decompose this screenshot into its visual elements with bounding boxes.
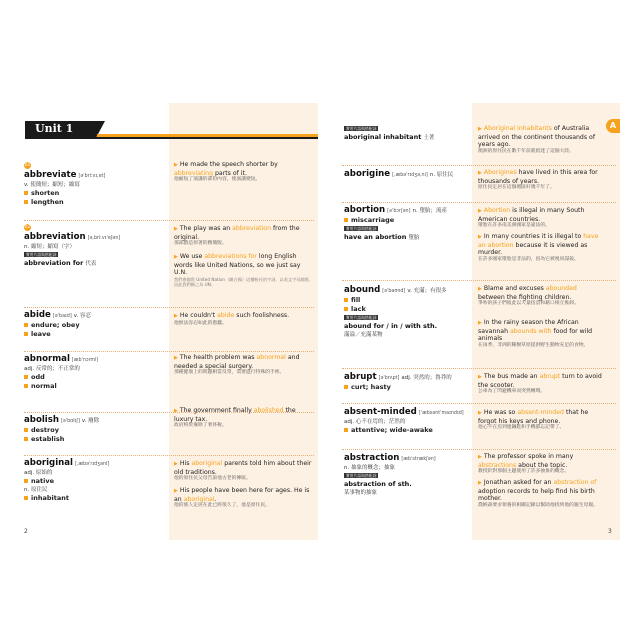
pronunciation: [ˈæbsəntˈmaɪndɪd] [418,411,464,416]
entry-abide [24,311,164,339]
synonym-bullet-icon [24,375,28,379]
synonym-bullet-icon [344,428,348,432]
phrase: have an abortion [344,233,407,241]
phrase: abstraction of sth. [344,480,412,488]
synonym-bullet-icon [24,496,28,500]
synonym: odd [31,373,45,381]
pronunciation: [æbˈstrækʃən] [401,457,436,462]
synonym: shorten [31,188,60,197]
phrase-tag: 實用片語與搭配詞 [346,126,377,131]
arrow-icon: ▶ [174,226,178,232]
entry-aboriginal-inhabitant [344,125,469,142]
arrow-icon: ▶ [478,480,482,486]
pronunciation: [ə,briːvɪˈeʃən] [87,235,121,241]
headword: absent-minded [344,407,417,417]
arrow-icon: ▶ [174,254,178,260]
entry-abstraction [344,454,469,497]
example-sentence: ▶ Abortion is illegal in many South American countries. 墮胎在許多南美洲國家是違法的。 [478,207,585,229]
arrow-icon: ▶ [174,313,178,319]
pronunciation: [əˈbɑlɪʃ] [60,419,80,424]
headword: abstraction [344,453,400,463]
example-sentence: ▶ In many countries it is illegal to have an abortion because it is viewed as murder. 在許多國家墮胎是非法的，因為它被視同謀殺。 [478,233,599,262]
antonym: establish [31,435,65,443]
headword: abrupt [344,372,377,382]
section-tab: A [606,119,620,133]
synonym-bullet-icon [344,298,348,302]
entry-aborigine [344,170,469,180]
definition: n. 原住民 [24,487,48,493]
antonym: lengthen [31,197,64,206]
phrase-translation: 墮胎 [408,235,420,241]
synonym: native [31,477,54,485]
example-sentence: ▶ His aboriginal parents told him about their old traditions. 他的原住民父母告訴他古老的傳統。 [174,460,312,482]
pronunciation: [,æbəˈrɪdʒənl] [75,462,110,467]
entry-abnormal [24,355,164,391]
entry-aboriginal [24,459,164,503]
headword: abbreviation [24,231,86,242]
antonym: leave [31,330,51,338]
antonym-bullet-icon [24,332,28,336]
left-page [20,103,318,540]
arrow-icon: ▶ [478,286,482,292]
antonym: normal [31,382,57,390]
entry-abrupt [344,373,469,392]
headword: abnormal [24,354,70,364]
antonym-bullet-icon [24,437,28,441]
entry-abound [344,286,469,339]
definition: v. 充滿；有很多 [407,288,447,294]
synonym: destroy [31,426,59,434]
unit-title: Unit 1 [35,122,74,135]
definition: v. 容忍 [73,313,92,319]
antonym-bullet-icon [344,307,348,311]
arrow-icon: ▶ [478,170,482,176]
entry-abbreviation [24,224,164,268]
definition: adj. 突然的；魯莽的 [401,375,452,381]
headword: aboriginal [24,458,73,468]
antonym: lack [351,305,366,313]
antonym-bullet-icon [24,384,28,388]
arrow-icon: ▶ [174,355,178,361]
page-number: 3 [608,528,612,535]
definition: adj. 原始的 [24,470,53,476]
right-page [322,103,620,540]
headword: abolish [24,415,59,425]
example-sentence: ▶ He was so absent-minded that he forgot his keys and phone. 他心不在焉到連鑰匙和手機都忘記帶了。 [478,409,589,431]
arrow-icon: ▶ [174,408,178,414]
synonym-bullet-icon [344,385,348,389]
example-sentence: ▶ The government finally abolished the luxury tax. 政府終於廢除了奢侈稅。 [174,407,296,429]
entry-absent-minded [344,408,469,435]
pronunciation: [əˈbɔrʃən] [387,209,411,214]
phrase-translation: 滿溢／充滿某物 [344,332,383,338]
phrase-tag: 實用片語與搭配詞 [346,315,377,320]
arrow-icon: ▶ [478,454,482,460]
example-sentence: ▶ Aborigines have lived in this area for thousands of years. 原住民定居在這個地區好幾千年了。 [478,169,598,191]
definition: n. 縮短；縮寫（字） [24,243,75,250]
synonym: endure; obey [31,321,80,329]
example-sentence: ▶ Jonathan asked for an abstraction of adoption records to help find his birth mother. 喬納森要求領養的相關記錄以幫助他找到他的親生母親。 [478,479,598,508]
example-sentence: ▶ The play was an abbreviation from the original. 那部戲是原著的精簡版。 [174,225,300,247]
synonym-bullet-icon [24,428,28,432]
definition: adj. 心不在焉的；茫然的 [344,419,406,425]
phrase: abbreviation for [24,258,84,267]
example-sentence: ▶ Aboriginal inhabitants of Australia arrived on the continent thousands of years ago. 澳洲的原住民在數千年前就抵達了這個大陸。 [478,125,596,154]
phrase: aboriginal inhabitant [344,133,422,141]
arrow-icon: ▶ [174,488,178,494]
headword: abbreviate [24,169,77,180]
definition: v. 廢除 [81,418,100,424]
page-number: 2 [24,528,28,535]
phrase-translation: 代表 [85,260,97,267]
pronunciation: [əˈbriːvɪ,et] [78,173,106,179]
pronunciation: [əˈbaɪd] [52,314,72,319]
unit-header-bar [25,121,318,139]
example-sentence: ▶ The health problem was abnormal and needed a special surgery. 那種健康上的問題相當反常，需要進行特殊的手術。 [174,354,300,376]
phrase-tag: 實用片語與搭配詞 [26,251,57,257]
arrow-icon: ▶ [478,410,482,416]
example-sentence: ▶ The professor spoke in many abstractions about the topic. 教授針對那個主題使用了許多抽象的概念。 [478,453,574,475]
synonym: fill [351,296,361,304]
pronunciation: [əˈbaʊnd] [382,289,406,294]
synonym: miscarriage [351,216,395,224]
example-sentence: ▶ Blame and excuses abounded between the fighting children. 爭吵的孩子們彼此以大量指責和藉口相互推卸。 [478,285,579,307]
example-sentence: ▶ His people have been here for ages. He is an aboriginal. 他的族人定居在此已經很久了，他是原住民。 [174,487,310,509]
definition: v. 使簡短；縮短；縮寫 [24,181,80,188]
pronunciation: [,æbəˈrɪdʒə,ni] [392,173,428,178]
headword: abide [24,310,51,320]
arrow-icon: ▶ [174,162,178,168]
phrase-translation: 某事物的抽象 [344,490,378,496]
headword: aborigine [344,169,391,179]
antonym-bullet-icon [24,200,28,204]
phrase-tag: 實用片語與搭配詞 [346,226,377,231]
phrase-tag: 實用片語與搭配詞 [346,473,377,478]
example-sentence: ▶ He made the speech shorter by abbreviating parts of it. 他縮短了演講的部份內容，使演講變短。 [174,161,278,183]
entry-number-icon: 01 [24,163,31,168]
entry-number-icon: 02 [24,225,31,230]
arrow-icon: ▶ [478,320,482,326]
definition: n. 墮胎；流產 [412,208,447,214]
phrase-translation: 土著 [423,135,435,141]
synonym: inhabitant [31,494,69,502]
phrase: abound for / in / with sth. [344,322,438,330]
definition: n. 原住民 [429,172,454,178]
arrow-icon: ▶ [478,234,482,240]
example-sentence: ▶ In the rainy season the African savannah abounds with food for wild animals 在雨季，非洲的稀樹草原提供野生動物充足的食物。 [478,319,593,348]
example-sentence: ▶ The bus made an abrupt turn to avoid the scooter. 公車為了閃避機車而突然轉彎。 [478,373,602,395]
definition: n. 抽象的概念；抽象 [344,465,395,471]
entry-abortion [344,206,469,242]
synonym-bullet-icon [344,218,348,222]
entry-abbreviate [24,162,164,207]
arrow-icon: ▶ [174,461,178,467]
synonym: attentive; wide-awake [351,426,433,434]
example-sentence: ▶ We use abbreviations for long English words like United Nations, so we just say U.N. 我們會縮寫 United Nation（聯合國）這種較長的字詞，以英文字母縮寫，因此我們稱之為 UN。 [174,253,314,288]
arrow-icon: ▶ [478,126,482,132]
synonym-bullet-icon [24,191,28,195]
synonym: curt; hasty [351,383,391,391]
arrow-icon: ▶ [478,374,482,380]
entry-abolish [24,416,164,444]
pronunciation: [əˈbrʌpt] [378,376,400,381]
definition: adj. 反常的；不正常的 [24,366,80,372]
headword: abound [344,285,381,295]
example-sentence: ▶ He couldn't abide such foolishness. 他無法容忍如此的愚蠢。 [174,312,290,326]
headword: abortion [344,205,386,215]
synonym-bullet-icon [24,479,28,483]
synonym-bullet-icon [24,323,28,327]
arrow-icon: ▶ [478,208,482,214]
pronunciation: [æbˈnɔrml] [71,358,99,363]
